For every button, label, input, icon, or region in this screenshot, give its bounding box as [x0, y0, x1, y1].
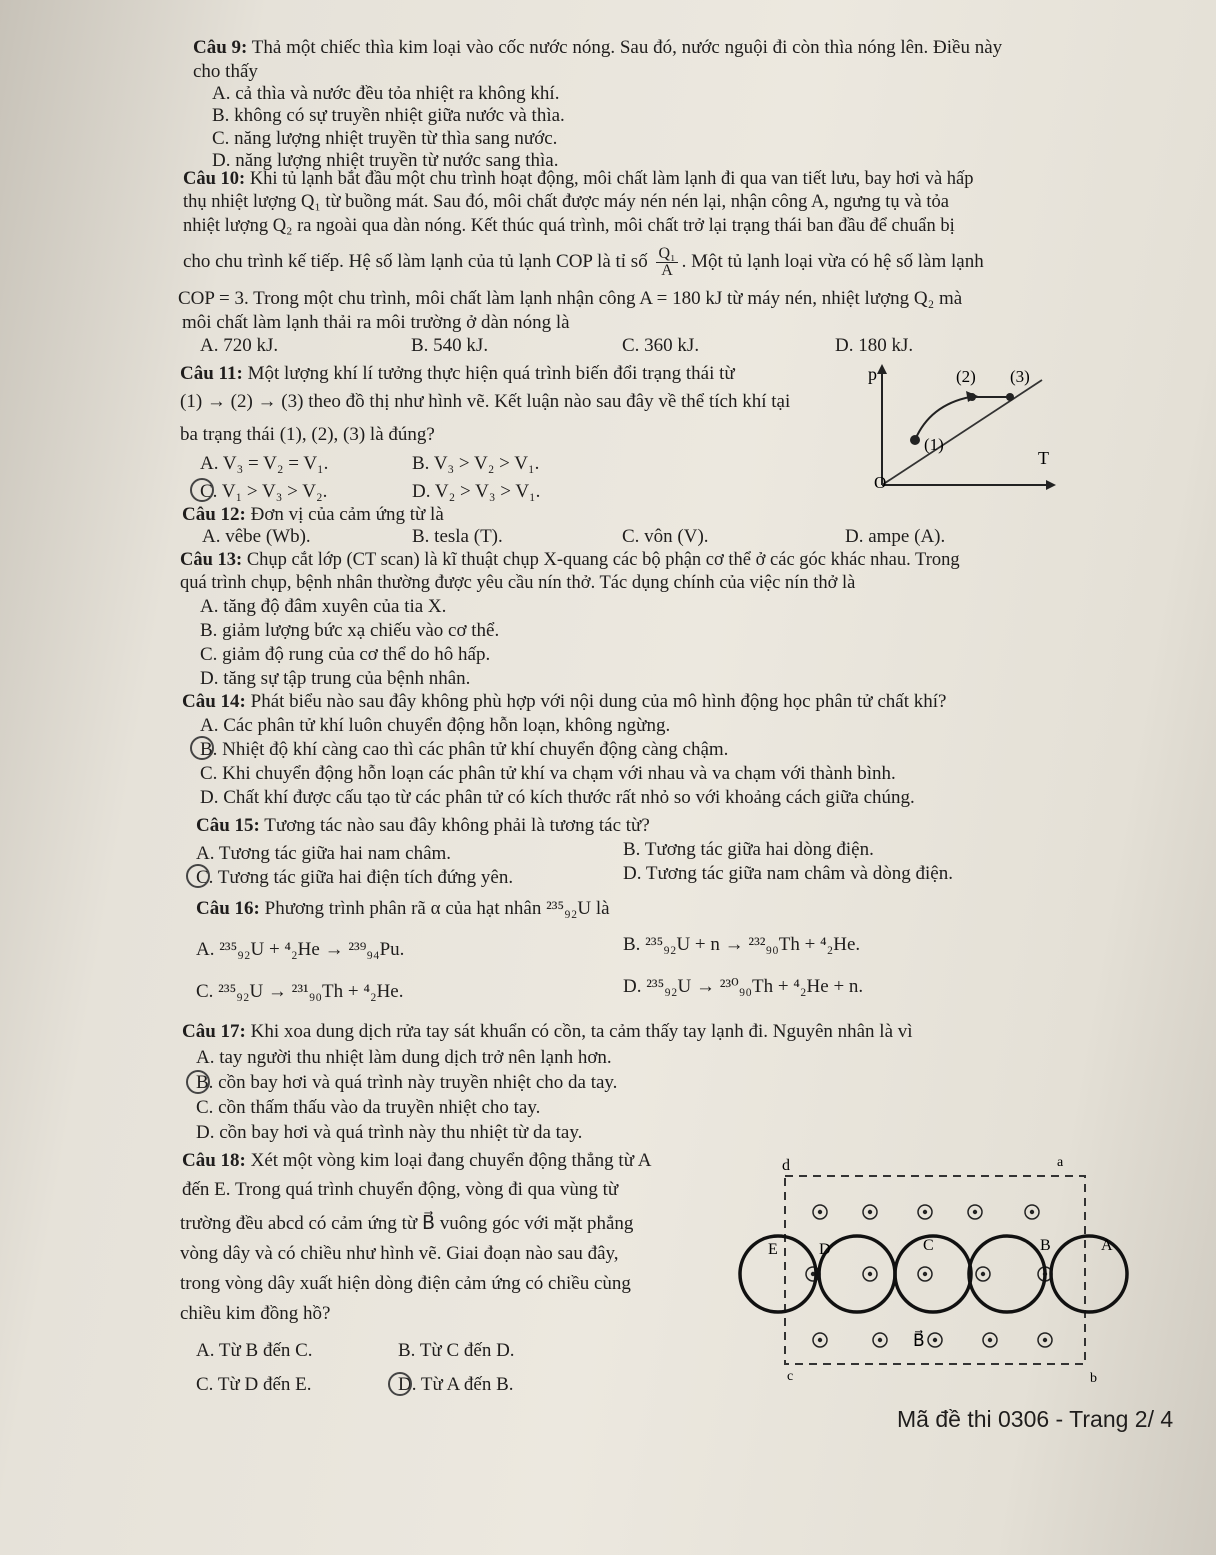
- q17-option-b: B. cồn bay hơi và quá trình này truyền nhiệt cho da tay.: [196, 1072, 618, 1093]
- q13-option-d: D. tăng sự tập trung của bệnh nhân.: [200, 668, 471, 689]
- answer-mark: [388, 1372, 412, 1396]
- q17-option-c: C. cồn thấm thấu vào da truyền nhiệt cho tay.: [196, 1097, 541, 1118]
- corner-d-label: d: [782, 1157, 790, 1174]
- dot-icon: [968, 1205, 982, 1219]
- dot-icon: [813, 1333, 827, 1347]
- T-axis-arrow-icon: [1046, 480, 1056, 490]
- q15-option-a: A. Tương tác giữa hai nam châm.: [196, 843, 452, 864]
- pT-graph: [860, 360, 1060, 495]
- answer-mark: [190, 478, 214, 502]
- q10-option-a: A. 720 kJ.: [200, 335, 279, 356]
- state-1-point: [910, 435, 920, 445]
- loop-position-E: [740, 1236, 816, 1312]
- q12-stem: Câu 12: Đơn vị của cảm ứng từ là: [182, 504, 444, 525]
- q12-option-c: C. vôn (V).: [622, 526, 709, 547]
- q18-line1: Câu 18: Xét một vòng kim loại đang chuyển động thẳng từ A: [182, 1150, 652, 1171]
- q17-option-a: A. tay người thu nhiệt làm dung dịch trở nên lạnh hơn.: [196, 1047, 612, 1068]
- dot-icon: [873, 1333, 887, 1347]
- q18-option-c: C. Từ D đến E.: [196, 1374, 312, 1395]
- q14-option-d: D. Chất khí được cấu tạo từ các phân tử có kích thước rất nhỏ so với khoảng cách giữa chúng.: [200, 787, 915, 808]
- q18-option-d: D. Từ A đến B.: [398, 1374, 514, 1395]
- dot-icon: [918, 1267, 932, 1281]
- dot-icon: [976, 1267, 990, 1281]
- q13-line1: Câu 13: Chụp cắt lớp (CT scan) là kĩ thuật chụp X-quang các bộ phận cơ thể ở các góc khác nhau. Trong: [180, 550, 960, 570]
- field-b-label: B⃗: [913, 1331, 925, 1350]
- q14-option-a: A. Các phân tử khí luôn chuyển động hỗn loạn, không ngừng.: [200, 715, 671, 736]
- label-A: A: [1101, 1237, 1113, 1254]
- q10-option-d: D. 180 kJ.: [835, 335, 914, 356]
- answer-mark: [190, 736, 214, 760]
- magnetic-field-figure: [735, 1150, 1135, 1390]
- q10-line1: Câu 10: Khi tủ lạnh bắt đầu một chu trình hoạt động, môi chất làm lạnh đi qua van tiết lưu, bay hơi và hấp: [183, 169, 974, 189]
- q11-line2: (1) → (2) → (3) theo đồ thị như hình vẽ. Kết luận nào sau đây về thể tích khí tại: [180, 391, 791, 412]
- dot-icon: [918, 1205, 932, 1219]
- q9-stem-cont: cho thấy: [193, 61, 258, 82]
- q17-stem: Câu 17: Khi xoa dung dịch rửa tay sát khuẩn có cồn, ta cảm thấy tay lạnh đi. Nguyên nhân là vì: [182, 1021, 913, 1042]
- q13-option-c: C. giảm độ rung của cơ thể do hô hấp.: [200, 644, 491, 665]
- q15-option-b: B. Tương tác giữa hai dòng điện.: [623, 839, 874, 860]
- p-axis-label: p: [868, 364, 877, 384]
- q11-option-a: A. V₃ = V₂ = V₁.: [200, 453, 329, 474]
- q15-option-d: D. Tương tác giữa nam châm và dòng điện.: [623, 863, 953, 884]
- page-footer: Mã đề thi 0306 - Trang 2/ 4: [897, 1406, 1174, 1432]
- q11-option-c: C. V₁ > V₃ > V₂.: [200, 481, 328, 502]
- q9-option-b: B. không có sự truyền nhiệt giữa nước và thìa.: [212, 105, 565, 126]
- dot-icon: [1038, 1333, 1052, 1347]
- q9-option-c: C. năng lượng nhiệt truyền từ thìa sang nước.: [212, 128, 558, 149]
- q10-option-c: C. 360 kJ.: [622, 335, 700, 356]
- q18-line6: chiều kim đồng hồ?: [180, 1303, 331, 1324]
- q16-stem: Câu 16: Phương trình phân rã α của hạt nhân ²³⁵₉₂U là: [196, 898, 610, 919]
- q10-line3: nhiệt lượng Q₂ ra ngoài qua dàn nóng. Kết thúc quá trình, môi chất trở lại trạng thái ban đầu để chuẩn bị: [183, 216, 955, 236]
- q18-line5: trong vòng dây xuất hiện dòng điện cảm ứng có chiều cùng: [180, 1273, 631, 1294]
- field-dots: [806, 1205, 1052, 1347]
- dot-icon: [983, 1333, 997, 1347]
- corner-a-label: a: [1057, 1155, 1064, 1170]
- origin-label: O: [874, 473, 887, 492]
- q13-line2: quá trình chụp, bệnh nhân thường được yêu cầu nín thở. Tác dụng chính của việc nín thở là: [180, 573, 856, 593]
- q9-option-d: D. năng lượng nhiệt truyền từ nước sang thìa.: [212, 150, 559, 171]
- q14-stem: Câu 14: Phát biểu nào sau đây không phù hợp với nội dung của mô hình động học phân tử chất khí?: [182, 691, 947, 712]
- q18-line4: vòng dây và có chiều như hình vẽ. Giai đoạn nào sau đây,: [180, 1243, 619, 1264]
- q11-option-b: B. V₃ > V₂ > V₁.: [412, 453, 540, 474]
- q10-line5: COP = 3. Trong một chu trình, môi chất làm lạnh nhận công A = 180 kJ từ máy nén, nhiệt lượng Q₂ mà: [178, 288, 963, 309]
- q18-line3: trường đều abcd có cảm ứng từ B⃗ vuông góc với mặt phẳng: [180, 1213, 634, 1234]
- label-D: D: [819, 1241, 831, 1258]
- q18-option-b: B. Từ C đến D.: [398, 1340, 515, 1361]
- isochore-line: [882, 380, 1042, 485]
- q15-stem: Câu 15: Tương tác nào sau đây không phải là tương tác từ?: [196, 815, 650, 836]
- q11-option-d: D. V₂ > V₃ > V₁.: [412, 481, 541, 502]
- label-C: C: [923, 1237, 934, 1254]
- dot-icon: [863, 1267, 877, 1281]
- q15-option-c: C. Tương tác giữa hai điện tích đứng yên.: [196, 867, 514, 888]
- q12-option-d: D. ampe (A).: [845, 526, 946, 547]
- q13-option-b: B. giảm lượng bức xạ chiếu vào cơ thể.: [200, 620, 500, 641]
- q16-option-c: C. ²³⁵₉₂U → ²³¹₉₀Th + ⁴₂He.: [196, 981, 404, 1002]
- dot-icon: [863, 1205, 877, 1219]
- cop-fraction: $\frac{\text{Q₁}}{A}$: [658, 245, 676, 279]
- state-2-label: (2): [956, 367, 976, 386]
- q12-option-b: B. tesla (T).: [412, 526, 503, 547]
- q10-line2: thụ nhiệt lượng Q₁ từ buồng mát. Sau đó, môi chất được máy nén nén lại, nhận công A, ngưng tụ và tỏa: [183, 192, 949, 212]
- q10-line4: cho chu trình kế tiếp. Hệ số làm lạnh của tủ lạnh COP là tỉ số $\frac{\text{Q₁}}{A}$ . Một tủ lạnh loại vừa có hệ số làm lạnh: [183, 245, 984, 279]
- dot-icon: [928, 1333, 942, 1347]
- state-2-point: [968, 393, 976, 401]
- q10-line6: môi chất làm lạnh thải ra môi trường ở dàn nóng là: [182, 312, 570, 333]
- q9-option-a: A. cả thìa và nước đều tỏa nhiệt ra không khí.: [212, 83, 560, 104]
- q14-option-c: C. Khi chuyển động hỗn loạn các phân tử khí va chạm với nhau và va chạm với thành bình.: [200, 763, 896, 784]
- q13-option-a: A. tăng độ đâm xuyên của tia X.: [200, 596, 447, 617]
- state-3-label: (3): [1010, 367, 1030, 386]
- state-3-point: [1006, 393, 1014, 401]
- T-axis-label: T: [1038, 448, 1049, 468]
- vector-b: B⃗: [421, 1213, 435, 1234]
- answer-mark: [186, 1070, 210, 1094]
- q17-option-d: D. cồn bay hơi và quá trình này thu nhiệt từ da tay.: [196, 1122, 583, 1143]
- q11-line1: Câu 11: Một lượng khí lí tưởng thực hiện quá trình biến đổi trạng thái từ: [180, 363, 735, 384]
- loop-position-A: [1051, 1236, 1127, 1312]
- q18-line2: đến E. Trong quá trình chuyển động, vòng đi qua vùng từ: [182, 1179, 619, 1200]
- label-E: E: [768, 1241, 778, 1258]
- label-B: B: [1040, 1237, 1051, 1254]
- q16-option-d: D. ²³⁵₉₂U → ²³⁰₉₀Th + ⁴₂He + n.: [623, 976, 864, 997]
- answer-mark: [186, 864, 210, 888]
- dot-icon: [813, 1205, 827, 1219]
- corner-c-label: c: [787, 1369, 794, 1384]
- q18-option-a: A. Từ B đến C.: [196, 1340, 313, 1361]
- q16-option-b: B. ²³⁵₉₂U + n → ²³²₉₀Th + ⁴₂He.: [623, 934, 861, 955]
- q11-line3: ba trạng thái (1), (2), (3) là đúng?: [180, 424, 435, 445]
- q14-option-b: B. Nhiệt độ khí càng cao thì các phân tử khí chuyển động càng chậm.: [200, 739, 729, 760]
- corner-b-label: b: [1090, 1371, 1097, 1386]
- loop-position-B: [969, 1236, 1045, 1312]
- q12-option-a: A. vêbe (Wb).: [202, 526, 311, 547]
- q9-stem: Câu 9: Thả một chiếc thìa kim loại vào cốc nước nóng. Sau đó, nước nguội đi còn thìa nóng lên. Điều này: [193, 37, 1003, 58]
- state-1-label: (1): [924, 435, 944, 454]
- p-axis-arrow-icon: [877, 364, 887, 374]
- dot-icon: [1025, 1205, 1039, 1219]
- q16-option-a: A. ²³⁵₉₂U + ⁴₂He → ²³⁹₉₄Pu.: [196, 939, 405, 960]
- q10-option-b: B. 540 kJ.: [411, 335, 489, 356]
